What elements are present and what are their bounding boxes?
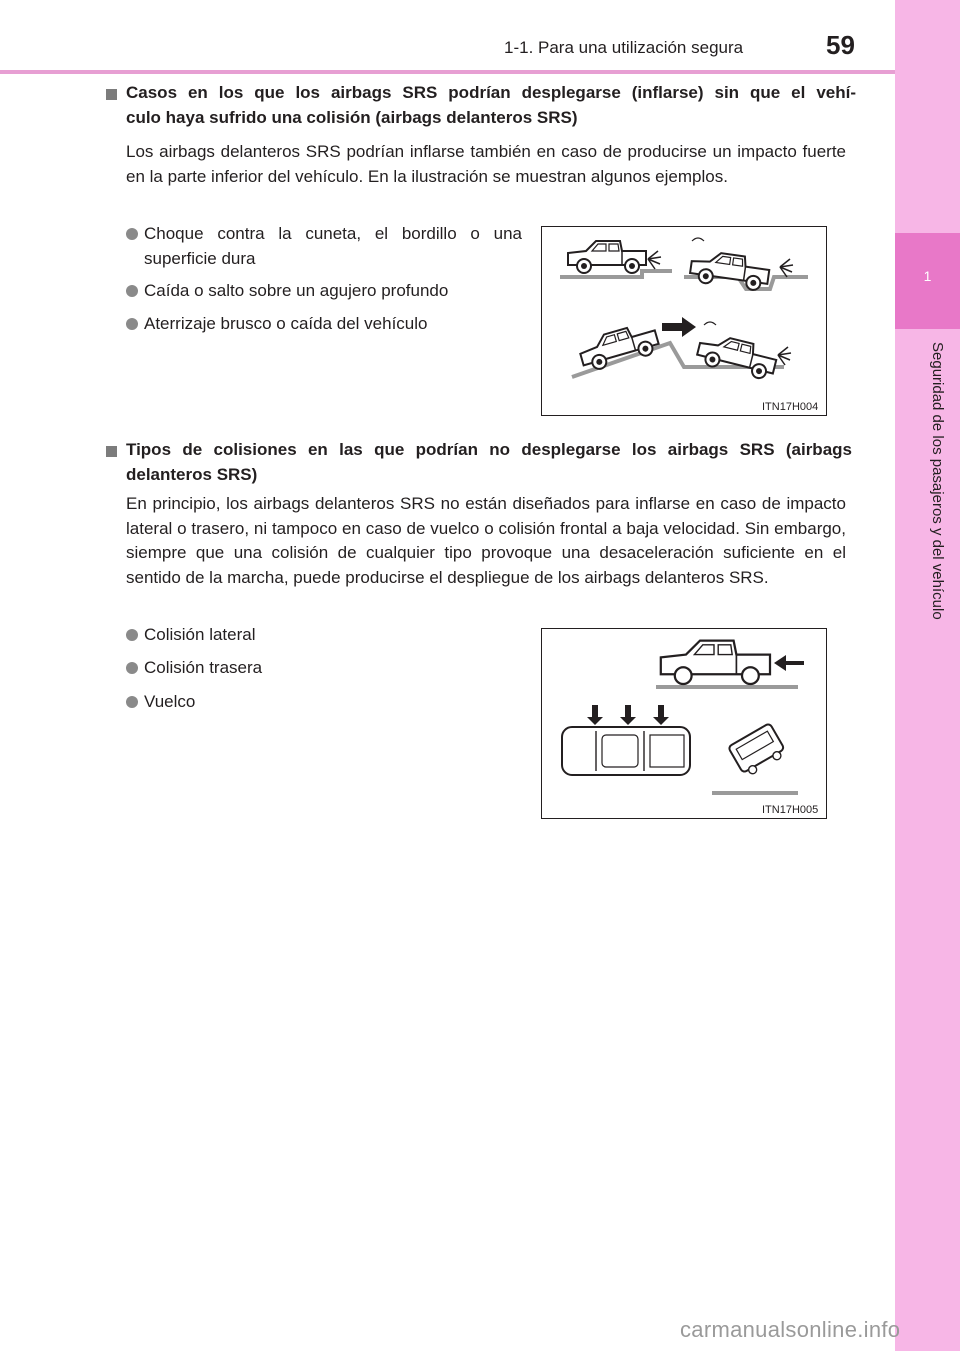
section1-bullet-1: Choque contra la cuneta, el bordillo o una superficie dura (144, 224, 522, 268)
section1-paragraph: Los airbags delanteros SRS podrían inflarse también en caso de producirse un impacto fuerte en la parte inferior del vehículo. En la ilustración se muestran algunos ejemplos. (126, 142, 846, 186)
section1-heading-line2: culo haya sufrido una colisión (airbags delanteros SRS) (126, 108, 578, 127)
bullet-dot-icon (126, 318, 138, 330)
bullet-dot-icon (126, 228, 138, 240)
figure-code: ITN17H005 (762, 804, 819, 816)
section2-heading: Tipos de colisiones en las que podrían no desplegarse los airbags SRS (airbags delanteros SRS) (126, 440, 852, 484)
chapter-number: 1 (923, 268, 932, 284)
bullet-dot-icon (126, 696, 138, 708)
section1-bullet-3: Aterrizaje brusco o caída del vehículo (144, 314, 428, 333)
bullet-dot-icon (126, 285, 138, 297)
section-title: 1-1. Para una utilización segura (504, 38, 744, 57)
section-square-icon (106, 89, 117, 100)
figure-non-deploy-collisions (541, 628, 827, 819)
section1-heading (126, 80, 856, 130)
bullet-dot-icon (126, 662, 138, 674)
section2-bullet-1: Colisión lateral (144, 625, 256, 644)
section2-bullet-2: Colisión trasera (144, 658, 263, 677)
section2-paragraph: En principio, los airbags delanteros SRS no están diseñados para inflarse en caso de impacto lateral o trasero, ni tampoco en caso de vuelco o colisión frontal a baja velocidad. Sin embargo, siempre que una colisión de cualquier tipo provoque una desaceleración suficiente en el sentido de la marcha, puede producirse el despliegue de los airbags delanteros SRS. (126, 494, 846, 587)
underbody-impact-illustration (542, 227, 826, 415)
bullet-dot-icon (126, 629, 138, 641)
section1-heading-line1: Casos en los que los airbags SRS podrían desplegarse (inflarse) sin que el vehí- (126, 83, 856, 102)
section-square-icon (106, 446, 117, 457)
non-deploy-collisions-illustration (542, 629, 826, 818)
chapter-side-tab (895, 0, 960, 1351)
page-number: 59 (826, 30, 855, 60)
section1-bullet-2: Caída o salto sobre un agujero profundo (144, 281, 449, 300)
chapter-title: Seguridad de los pasajeros y del vehículo (929, 342, 946, 620)
section2-bullet-3: Vuelco (144, 692, 196, 711)
figure-code: ITN17H004 (762, 401, 819, 413)
watermark: carmanualsonline.info (680, 1317, 901, 1342)
header-rule (0, 70, 895, 74)
figure-underbody-impact (541, 226, 827, 416)
